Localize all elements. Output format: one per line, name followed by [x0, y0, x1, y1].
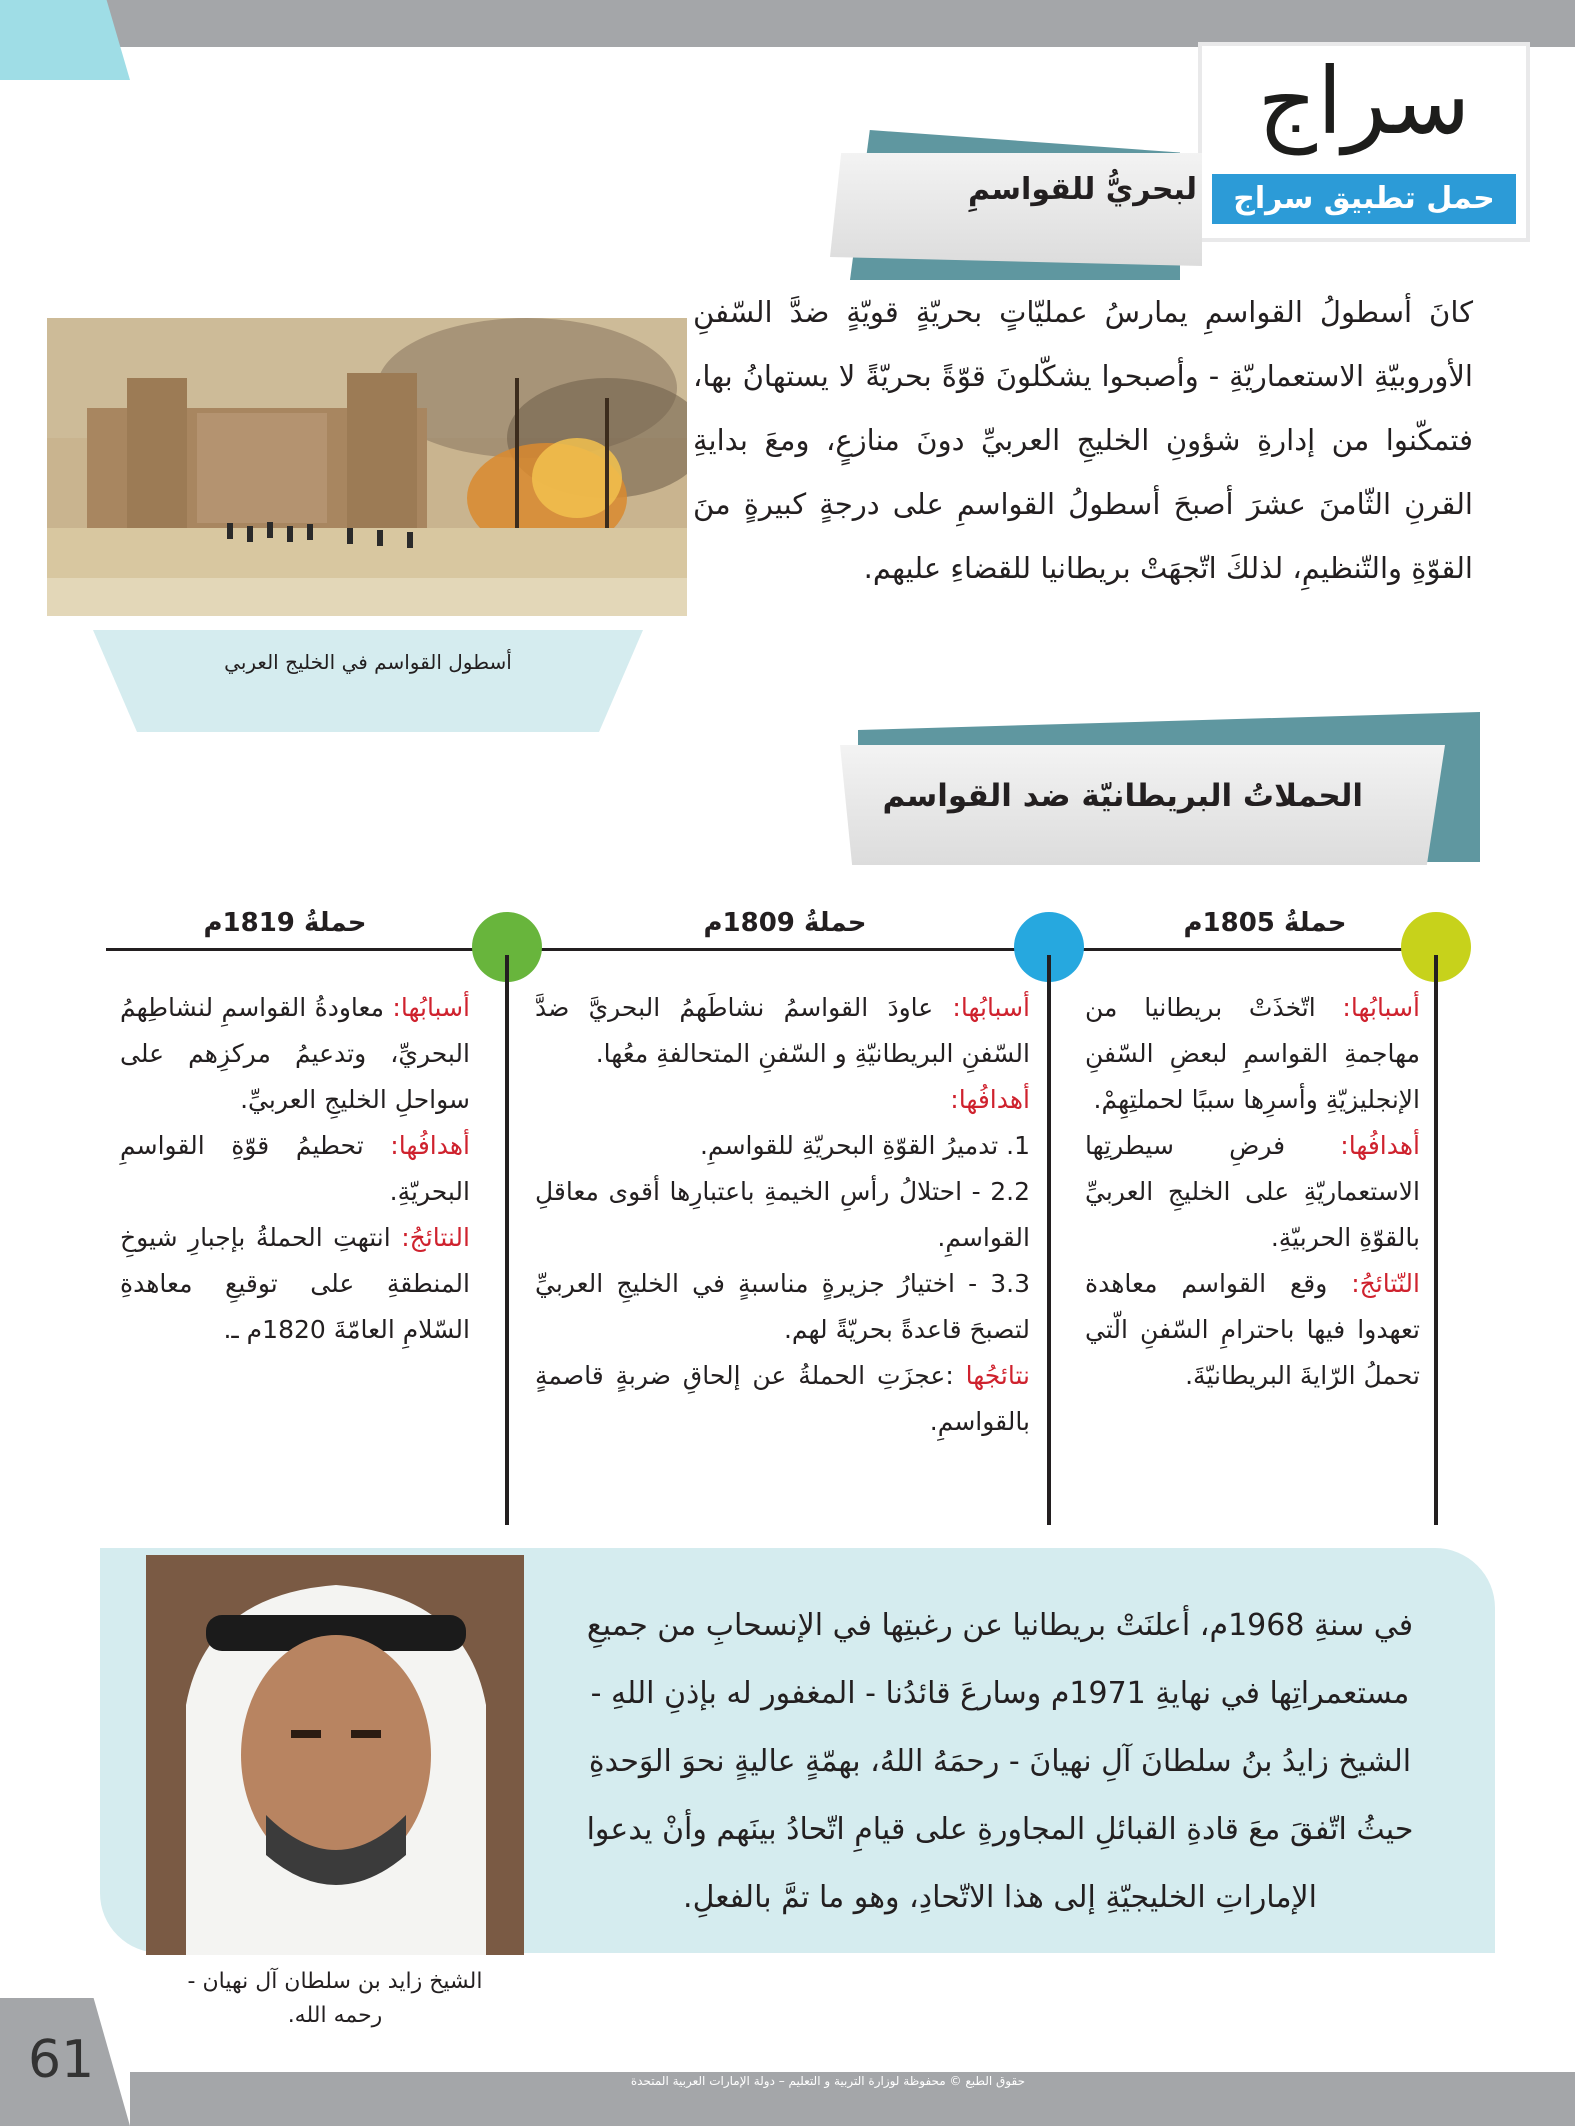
results-label: نتائجُها	[965, 1361, 1030, 1390]
campaign-1809-body	[535, 985, 1030, 1445]
fleet-battle-image	[47, 318, 687, 616]
goals-text: تحطيمُ قوّةِ القواسمِ البحريّةِ.	[120, 1131, 470, 1206]
causes-text: عاودَ القواسمُ نشاطَهمُ البحريَّ ضدَّ السّفنِ البريطانيّةِ و السّفنِ المتحالفةِ معُها.	[535, 993, 1030, 1068]
timeline-divider	[505, 955, 509, 1525]
goals-label: أهدافُها:	[390, 1131, 470, 1160]
portrait-illustration	[146, 1555, 524, 1955]
results-text: :عجزَتِ الحملةُ عن إلحاقِ ضربةٍ قاصمةٍ بالقواسمِ.	[535, 1361, 1030, 1436]
section2-title: الحملاتُ البريطانيّة ضد القواسم	[882, 778, 1363, 814]
campaign-1805-title: حملةُ 1805م	[1183, 908, 1347, 938]
portrait-caption-line: رحمه الله.	[287, 2003, 383, 2028]
logo-word: سراج	[1257, 48, 1471, 155]
goals-text: فرضِ سيطرتِها الاستعماريّةِ على الخليجِ العربيِّ بالقوّةِ الحربيّةِ.	[1085, 1131, 1420, 1252]
logo-tagline: حمل تطبيق سراج	[1212, 174, 1516, 224]
results-label: النّتائجُ:	[1351, 1269, 1420, 1298]
campaign-1819-body	[120, 985, 470, 1353]
results-text: انتهتِ الحملةُ بإجبارِ شيوخِ المنطقةِ على توقيعِ معاهدةِ السّلامِ العامّةَ 1820م ـ.	[120, 1223, 470, 1344]
results-label: النتائجُ:	[401, 1223, 470, 1252]
campaign-1809-title: حملةُ 1809م	[703, 908, 867, 938]
portrait-caption-line: الشيخ زايد بن سلطان آل نهيان -	[187, 1969, 483, 1994]
results-text: وقع القواسم معاهدة تعهدوا فيها باحترامِ السّفنِ الّتي تحملُ الرّايةَ البريطانيّةَ.	[1085, 1269, 1420, 1390]
timeline-divider	[1434, 955, 1438, 1525]
campaign-1805-body	[1085, 985, 1420, 1399]
section1-title: لبحريُّ للقواسمِ	[968, 172, 1197, 207]
banner1	[830, 153, 1202, 266]
causes-label: أسبابُها:	[952, 993, 1030, 1022]
goals-label: أهدافُها:	[950, 1085, 1030, 1114]
sheikh-zayed-portrait	[146, 1555, 524, 1955]
causes-text: معاودةُ القواسمِ لنشاطِهمُ البحريِّ، وتدعيمُ مركزِهم على سواحلِ الخليجِ العربيِّ.	[120, 993, 470, 1114]
top-bar	[0, 0, 1575, 47]
union-paragraph: في سنةِ 1968م، أعلنَتْ بريطانيا عن رغبتِها في الإنسحابِ من جميعِ مستعمراتِها في نهايةِ 1971م وسارعَ قائدُنا - المغفور له بإذنِ اللهِ - الشيخ زايدُ بنُ سلطانَ آلِ نهيانَ - رحمَهُ اللهُ، بهمّةٍ عاليةٍ نحوَ الوَحدةِ حيثُ اتّفقَ معَ قادةِ القبائلِ المجاورةِ على قيامِ اتّحادُ بينَهم وأنْ يدعوا الإماراتِ الخليجيّةِ إلى هذا الاتّحادِ، وهو ما تمَّ بالفعلِ.	[586, 1608, 1414, 1915]
campaign-1819-title: حملةُ 1819م	[203, 908, 367, 938]
image-caption: أسطول القواسم في الخليج العربي	[224, 650, 512, 674]
causes-label: أسبابُها:	[392, 993, 470, 1022]
portrait-caption	[140, 1965, 530, 2033]
goal-item: 2.2 - احتلالُ رأسِ الخيمةِ باعتبارِها أقوى معاقلِ القواسمِ.	[535, 1177, 1030, 1252]
causes-label: أسبابُها:	[1342, 993, 1420, 1022]
causes-text: اتّخذَتْ بريطانيا من مهاجمةِ القواسمِ لبعضِ السّفنِ الإنجليزيّةِ وأسرِها سببًا لحملتِهِمْ.	[1085, 993, 1420, 1114]
goals-label: أهدافُها:	[1340, 1131, 1420, 1160]
timeline-divider	[1047, 955, 1051, 1525]
goal-item: 1. تدميرُ القوّةِ البحريّةِ للقواسمِ.	[699, 1131, 1030, 1160]
timeline-line	[106, 948, 1466, 951]
image-caption-panel	[93, 630, 643, 732]
copyright-text: حقوق الطبع © محفوظة لوزارة التربية و التعليم – دولة الإمارات العربية المتحدة	[630, 2074, 1025, 2088]
page-number: 61	[28, 2030, 95, 2090]
goal-item: 3.3 - اختيارُ جزيرةٍ مناسبةٍ في الخليجِ العربيِّ لتصبحَ قاعدةً بحريّةً لهم.	[535, 1269, 1030, 1344]
siraj-logo[interactable]	[1198, 42, 1530, 242]
intro-paragraph: كانَ أسطولُ القواسمِ يمارسُ عمليّاتٍ بحريّةٍ قويّةٍ ضدَّ السّفنِ الأوروبيّةِ الاستعماريّةِ - وأصبحوا يشكّلونَ قوّةً بحريّةً لا يستهانُ بها، فتمكّنوا من إدارةِ شؤونِ الخليجِ العربيِّ دونَ منازعٍ، ومعَ بدايةِ القرنِ الثّامنَ عشرَ أصبحَ أسطولُ القواسمِ على درجةٍ كبيرةٍ منَ القوّةِ والتّنظيمِ، لذلكَ اتّجهَتْ بريطانيا للقضاءِ عليهم.	[693, 295, 1473, 585]
fortress-illustration	[47, 318, 687, 616]
